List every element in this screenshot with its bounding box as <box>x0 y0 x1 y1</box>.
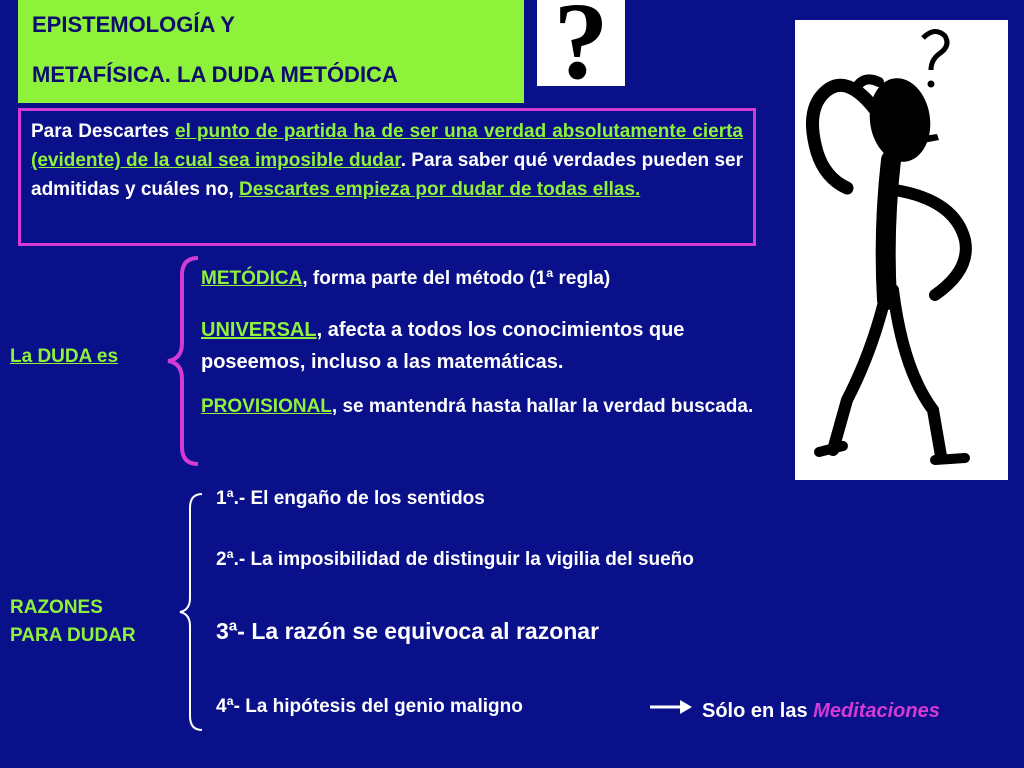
intro-text-1: Para Descartes <box>31 121 176 142</box>
intro-paragraph <box>18 108 756 246</box>
duda-label-text: La DUDA es <box>10 346 119 367</box>
razon-item-1: 1ª.- El engaño de los sentidos <box>216 488 485 509</box>
duda-item-desc: , forma parte del método (1ª regla) <box>302 268 611 289</box>
title-line-2: METAFÍSICA. LA DUDA METÓDICA <box>32 62 398 87</box>
razon-item-3: 3ª- La razón se equivoca al razonar <box>216 618 600 644</box>
duda-brace-icon <box>162 255 202 467</box>
razones-brace-icon <box>176 492 206 732</box>
meditaciones-note-prefix: Sólo en las <box>702 700 814 722</box>
razones-label-line-2: PARA DUDAR <box>10 625 136 646</box>
title-line-1: EPISTEMOLOGÍA Y <box>32 12 235 37</box>
duda-item-universal <box>201 314 781 378</box>
duda-label <box>10 346 118 368</box>
title-box <box>18 0 524 103</box>
intro-text-2-highlight: el punto de partida ha de ser una verdad absolutamente cierta (evidente) de la cual sea imposible dudar <box>31 121 743 171</box>
razon-item-2: 2ª.- La imposibilidad de distinguir la vigilia del sueño <box>216 549 694 570</box>
question-mark-glyph: ? <box>553 0 609 102</box>
intro-text-4-highlight: Descartes empieza por dudar de todas ellas. <box>239 179 641 200</box>
duda-item-desc: , se mantendrá hasta hallar la verdad buscada. <box>331 396 754 417</box>
meditaciones-note-italic: Meditaciones <box>813 700 940 722</box>
confused-stick-figure-icon <box>795 20 1008 480</box>
duda-item-desc: , afecta a todos los conocimientos que poseemos, incluso a las matemáticas. <box>201 319 685 373</box>
stick-figure-drawing <box>795 20 1008 480</box>
razones-label <box>10 594 136 650</box>
duda-item-key: PROVISIONAL <box>201 396 332 417</box>
duda-item-key: METÓDICA <box>201 268 303 289</box>
razones-label-line-1: RAZONES <box>10 597 103 618</box>
duda-item-metodica <box>201 264 781 293</box>
razon-item-4: 4ª- La hipótesis del genio maligno <box>216 696 523 717</box>
question-mark-icon <box>537 0 625 102</box>
duda-item-provisional <box>201 392 761 421</box>
arrow-right-icon <box>648 697 694 717</box>
intro-text-3: . Para saber qué verdades pueden ser admitidas y cuáles no, <box>31 150 743 200</box>
duda-item-key: UNIVERSAL <box>201 319 317 341</box>
meditaciones-note <box>702 700 940 723</box>
